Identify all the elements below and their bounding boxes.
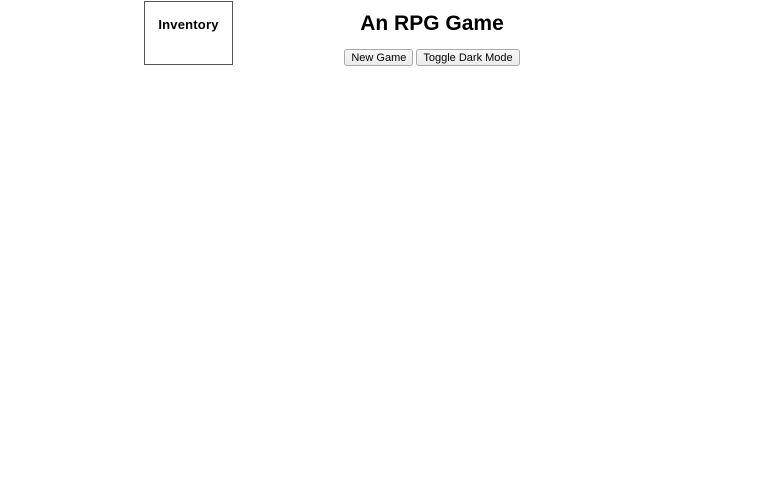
page-title: An RPG Game (360, 12, 504, 35)
inventory-title: Inventory (158, 17, 219, 32)
new-game-button[interactable]: New Game (344, 49, 413, 66)
main-header (96, 0, 768, 66)
button-row (96, 49, 768, 66)
toggle-dark-mode-button[interactable]: Toggle Dark Mode (416, 49, 519, 66)
